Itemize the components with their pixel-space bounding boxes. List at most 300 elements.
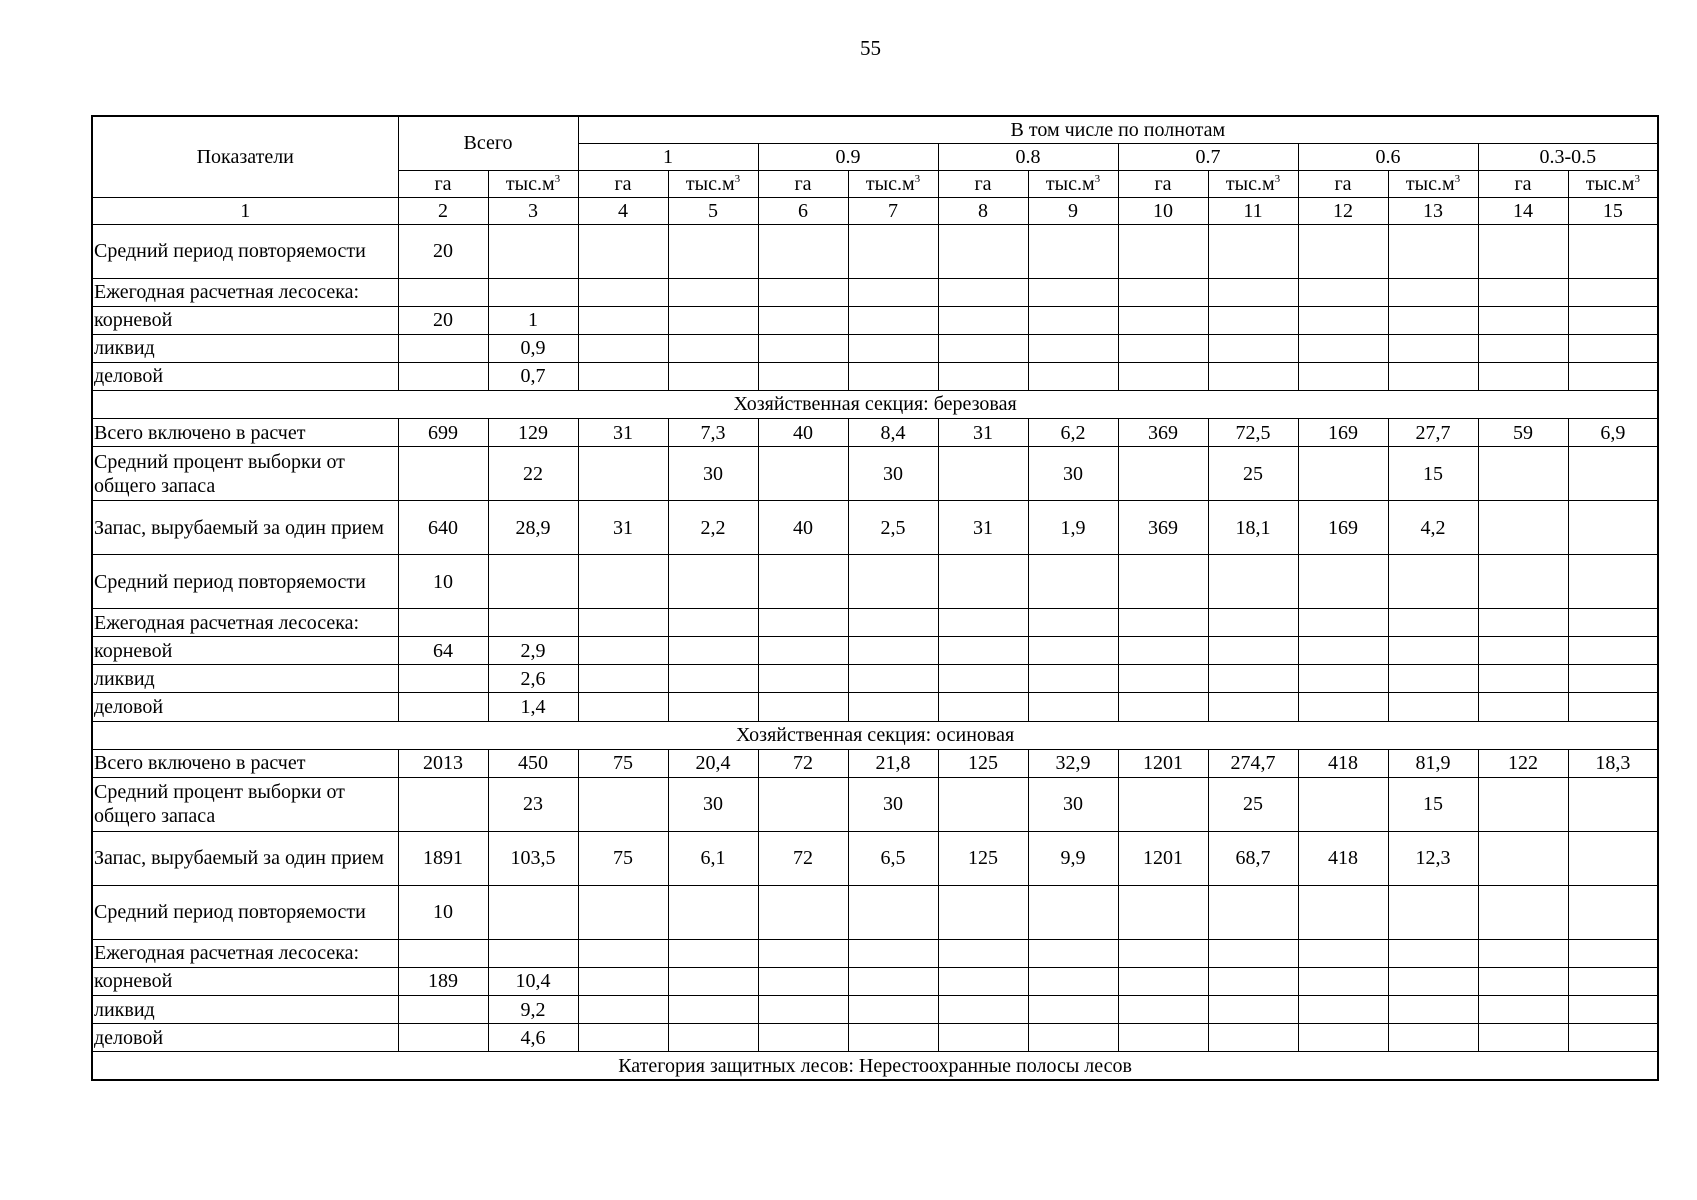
table-cell [1298,693,1388,721]
table-cell [938,885,1028,939]
table-cell [1028,885,1118,939]
table-cell: 72,5 [1208,419,1298,447]
table-cell [938,362,1028,390]
unit-volume [1028,170,1118,197]
table-cell [1388,996,1478,1024]
row-label: деловой [92,1024,398,1052]
table-cell: 10 [398,555,488,609]
unit-volume [1208,170,1298,197]
page-number: 55 [860,36,881,60]
table-cell [1478,665,1568,693]
column-number: 8 [938,197,1028,224]
table-cell [1118,693,1208,721]
table-cell [668,1024,758,1052]
table-cell: 9,9 [1028,831,1118,885]
table-cell [398,665,488,693]
table-cell [578,885,668,939]
header-density: 1 [578,143,758,170]
table-cell [1028,996,1118,1024]
column-number: 12 [1298,197,1388,224]
table-cell [1028,665,1118,693]
table-cell [398,996,488,1024]
table-row [92,885,1658,939]
row-label: деловой [92,693,398,721]
table-cell: 418 [1298,749,1388,777]
table-cell [1118,665,1208,693]
header-density: 0.6 [1298,143,1478,170]
table-cell [668,278,758,306]
table-cell: 30 [848,447,938,501]
table-cell [1568,362,1658,390]
column-number: 7 [848,197,938,224]
table-cell [1208,1024,1298,1052]
table-cell [938,278,1028,306]
table-cell [938,967,1028,995]
table-row [92,362,1658,390]
table-cell [758,967,848,995]
table-cell [1568,609,1658,637]
table-cell [1388,609,1478,637]
unit-volume-superscript: 3 [1454,172,1461,185]
table-cell [1568,501,1658,555]
table-cell [668,334,758,362]
table-row [92,777,1658,831]
table-cell [1388,693,1478,721]
table-cell: 72 [758,749,848,777]
unit-ha: га [758,170,848,197]
table-cell [1568,278,1658,306]
unit-volume-superscript: 3 [734,172,741,185]
table-cell [578,665,668,693]
table-cell [1208,996,1298,1024]
table-row [92,939,1658,967]
table-cell [578,777,668,831]
table-cell [1028,278,1118,306]
table-row [92,1024,1658,1052]
table-cell [578,1024,668,1052]
table-cell: 169 [1298,419,1388,447]
column-number: 2 [398,197,488,224]
table-cell [1208,967,1298,995]
table-cell [1028,306,1118,334]
table-cell: 1201 [1118,749,1208,777]
table-cell: 2,5 [848,501,938,555]
table-cell: 640 [398,501,488,555]
table-cell [1568,693,1658,721]
table-cell: 23 [488,777,578,831]
table-row [92,665,1658,693]
table-cell [1568,637,1658,665]
unit-ha: га [398,170,488,197]
column-number: 9 [1028,197,1118,224]
row-label: Средний процент выборки от общего запаса [92,777,398,831]
table-cell [1388,555,1478,609]
table-cell [578,447,668,501]
row-label: ликвид [92,334,398,362]
table-cell [758,447,848,501]
header-density: 0.3-0.5 [1478,143,1658,170]
row-label: корневой [92,967,398,995]
table-cell [668,224,758,278]
table-cell: 30 [668,447,758,501]
table-cell [1298,306,1388,334]
table-cell [1118,306,1208,334]
table-cell: 189 [398,967,488,995]
table-cell [758,555,848,609]
table-cell [758,362,848,390]
table-cell [848,334,938,362]
table-cell [1118,777,1208,831]
table-cell [1118,362,1208,390]
table-cell [578,693,668,721]
table-cell: 2013 [398,749,488,777]
table-cell: 369 [1118,419,1208,447]
unit-ha: га [1298,170,1388,197]
table-cell [758,278,848,306]
table-cell [1568,831,1658,885]
table-cell [1208,278,1298,306]
table-cell [488,555,578,609]
row-label: Всего включено в расчет [92,419,398,447]
table-cell: 0,9 [488,334,578,362]
table-cell [398,693,488,721]
table-cell [758,693,848,721]
table-cell [668,693,758,721]
table-cell [1568,555,1658,609]
table-row [92,224,1658,278]
table-cell [668,362,758,390]
table-cell [668,665,758,693]
table-cell [1028,362,1118,390]
table-row [92,501,1658,555]
table-cell [938,939,1028,967]
header-density: 0.8 [938,143,1118,170]
section-header-row [92,390,1658,418]
table-cell [1478,967,1568,995]
table-cell [758,1024,848,1052]
table-cell [578,637,668,665]
table-cell [1118,1024,1208,1052]
table-cell [758,637,848,665]
row-label: Средний период повторяемости [92,885,398,939]
table-cell [1298,996,1388,1024]
table-cell [578,334,668,362]
table-cell [578,306,668,334]
table-cell [1298,555,1388,609]
table-cell [1568,967,1658,995]
table-cell [1118,885,1208,939]
table-cell [1118,967,1208,995]
table-cell [758,939,848,967]
table-cell [1028,967,1118,995]
table-cell [1298,362,1388,390]
table-row [92,996,1658,1024]
table-cell [1298,637,1388,665]
table-cell: 15 [1388,777,1478,831]
section-header-row [92,1052,1658,1080]
table-cell: 9,2 [488,996,578,1024]
header-density: 0.7 [1118,143,1298,170]
unit-volume-superscript: 3 [554,172,561,185]
table-cell: 31 [938,419,1028,447]
table-cell [578,609,668,637]
table-cell: 2,2 [668,501,758,555]
table-cell [1298,885,1388,939]
table-cell: 129 [488,419,578,447]
table-cell [848,609,938,637]
table-row [92,419,1658,447]
table-cell [938,555,1028,609]
table-cell [1388,665,1478,693]
table-cell [668,555,758,609]
table-cell [1478,555,1568,609]
table-cell [758,224,848,278]
table-cell: 10,4 [488,967,578,995]
table-cell [938,306,1028,334]
table-cell [488,939,578,967]
table-cell: 20 [398,306,488,334]
unit-volume-text: тыс.м [685,172,735,195]
section-header-row [92,721,1658,749]
table-cell [578,278,668,306]
table-cell [848,885,938,939]
table-cell: 64 [398,637,488,665]
table-cell [1478,637,1568,665]
column-number: 6 [758,197,848,224]
unit-volume-text: тыс.м [865,172,915,195]
column-number: 4 [578,197,668,224]
row-label: Ежегодная расчетная лесосека: [92,609,398,637]
table-cell [1388,224,1478,278]
table-cell [758,885,848,939]
column-number: 14 [1478,197,1568,224]
table-cell: 1201 [1118,831,1208,885]
table-cell: 15 [1388,447,1478,501]
row-label: Запас, вырубаемый за один прием [92,831,398,885]
column-number: 15 [1568,197,1658,224]
table-cell [668,939,758,967]
table-cell [578,996,668,1024]
table-row [92,306,1658,334]
table-cell [1388,1024,1478,1052]
table-cell: 2,6 [488,665,578,693]
table-row [92,831,1658,885]
unit-ha: га [1118,170,1208,197]
table-cell: 1 [488,306,578,334]
table-cell [1478,501,1568,555]
table-cell: 20,4 [668,749,758,777]
unit-volume [848,170,938,197]
table-cell [1478,447,1568,501]
table-row [92,334,1658,362]
row-label: Средний период повторяемости [92,224,398,278]
table-cell [938,996,1028,1024]
table-cell [848,306,938,334]
table-cell [938,1024,1028,1052]
table-cell [398,609,488,637]
table-cell: 68,7 [1208,831,1298,885]
table-cell: 450 [488,749,578,777]
forest-data-table [91,115,1659,1081]
table-cell: 40 [758,501,848,555]
table-cell: 30 [1028,777,1118,831]
table-cell [848,278,938,306]
table-cell [1478,996,1568,1024]
unit-ha: га [578,170,668,197]
table-cell [488,885,578,939]
table-cell [758,609,848,637]
table-cell [1478,609,1568,637]
table-row [92,447,1658,501]
table-cell [1478,334,1568,362]
table-cell [398,939,488,967]
row-label: Ежегодная расчетная лесосека: [92,278,398,306]
table-cell [848,637,938,665]
table-cell: 12,3 [1388,831,1478,885]
column-number: 3 [488,197,578,224]
table-cell [848,224,938,278]
table-cell [1208,609,1298,637]
table-cell [1118,637,1208,665]
table-cell [1208,885,1298,939]
table-cell [1568,224,1658,278]
table-cell: 8,4 [848,419,938,447]
table-cell [1118,447,1208,501]
table-cell [578,555,668,609]
table-cell [758,306,848,334]
column-number: 1 [92,197,398,224]
table-body [92,224,1658,1080]
table-cell: 25 [1208,777,1298,831]
table-cell [1118,334,1208,362]
table-cell [1028,939,1118,967]
table-cell: 6,1 [668,831,758,885]
table-cell [938,334,1028,362]
table-cell [758,334,848,362]
table-cell [668,996,758,1024]
table-cell [1208,555,1298,609]
table-cell: 22 [488,447,578,501]
table-cell: 4,2 [1388,501,1478,555]
row-label: Ежегодная расчетная лесосека: [92,939,398,967]
table-cell: 75 [578,831,668,885]
table-cell [1478,693,1568,721]
table-cell [1568,885,1658,939]
header-indicators: Показатели [92,116,398,197]
unit-volume [1388,170,1478,197]
unit-volume [668,170,758,197]
header-column-numbers-row [92,197,1658,224]
table-cell [1118,278,1208,306]
table-cell [1388,306,1478,334]
table-cell: 30 [848,777,938,831]
table-cell: 7,3 [668,419,758,447]
table-cell [1388,967,1478,995]
table-cell [1118,555,1208,609]
table-cell [1568,334,1658,362]
table-cell: 18,1 [1208,501,1298,555]
header-row-1 [92,116,1658,143]
table-cell: 1,4 [488,693,578,721]
section-title: Хозяйственная секция: осиновая [92,721,1658,749]
table-cell: 28,9 [488,501,578,555]
table-cell [848,939,938,967]
header-total: Всего [398,116,578,170]
table-cell: 31 [938,501,1028,555]
table-cell [758,996,848,1024]
table-cell [848,555,938,609]
table-cell: 30 [668,777,758,831]
table-cell [1568,665,1658,693]
table-cell [938,447,1028,501]
table-cell [1208,637,1298,665]
table-cell: 2,9 [488,637,578,665]
table-row [92,967,1658,995]
table-cell [1568,306,1658,334]
unit-volume-text: тыс.м [505,172,555,195]
row-label: корневой [92,306,398,334]
table-cell: 122 [1478,749,1568,777]
table-row [92,637,1658,665]
table-cell [1298,224,1388,278]
table-cell [1208,665,1298,693]
table-cell: 418 [1298,831,1388,885]
table-row [92,278,1658,306]
table-cell [1028,693,1118,721]
table-cell: 6,5 [848,831,938,885]
table-cell [668,885,758,939]
unit-volume-text: тыс.м [1045,172,1095,195]
table-cell [1208,693,1298,721]
table-cell [1388,362,1478,390]
table-cell: 103,5 [488,831,578,885]
unit-volume [1568,170,1658,197]
row-label: Запас, вырубаемый за один прием [92,501,398,555]
table-cell: 1891 [398,831,488,885]
table-cell: 10 [398,885,488,939]
column-number: 5 [668,197,758,224]
table-cell [398,777,488,831]
unit-volume-text: тыс.м [1585,172,1635,195]
table-cell: 27,7 [1388,419,1478,447]
table-cell: 59 [1478,419,1568,447]
table-cell [488,278,578,306]
unit-volume-superscript: 3 [1094,172,1101,185]
table-cell [848,996,938,1024]
header-by-density: В том числе по полнотам [578,116,1658,143]
table-row [92,749,1658,777]
unit-volume-text: тыс.м [1225,172,1275,195]
table-cell [1478,885,1568,939]
table-cell [1208,939,1298,967]
table-cell [1298,1024,1388,1052]
table-cell: 20 [398,224,488,278]
table-cell [1028,1024,1118,1052]
table-cell [1388,885,1478,939]
table-cell: 81,9 [1388,749,1478,777]
table-cell [848,665,938,693]
table-cell [1298,777,1388,831]
row-label: Средний процент выборки от общего запаса [92,447,398,501]
table-cell [938,609,1028,637]
table-cell [398,334,488,362]
table-cell [1478,831,1568,885]
column-number: 13 [1388,197,1478,224]
table-cell [1568,777,1658,831]
row-label: корневой [92,637,398,665]
table-cell [1298,665,1388,693]
table-row [92,555,1658,609]
